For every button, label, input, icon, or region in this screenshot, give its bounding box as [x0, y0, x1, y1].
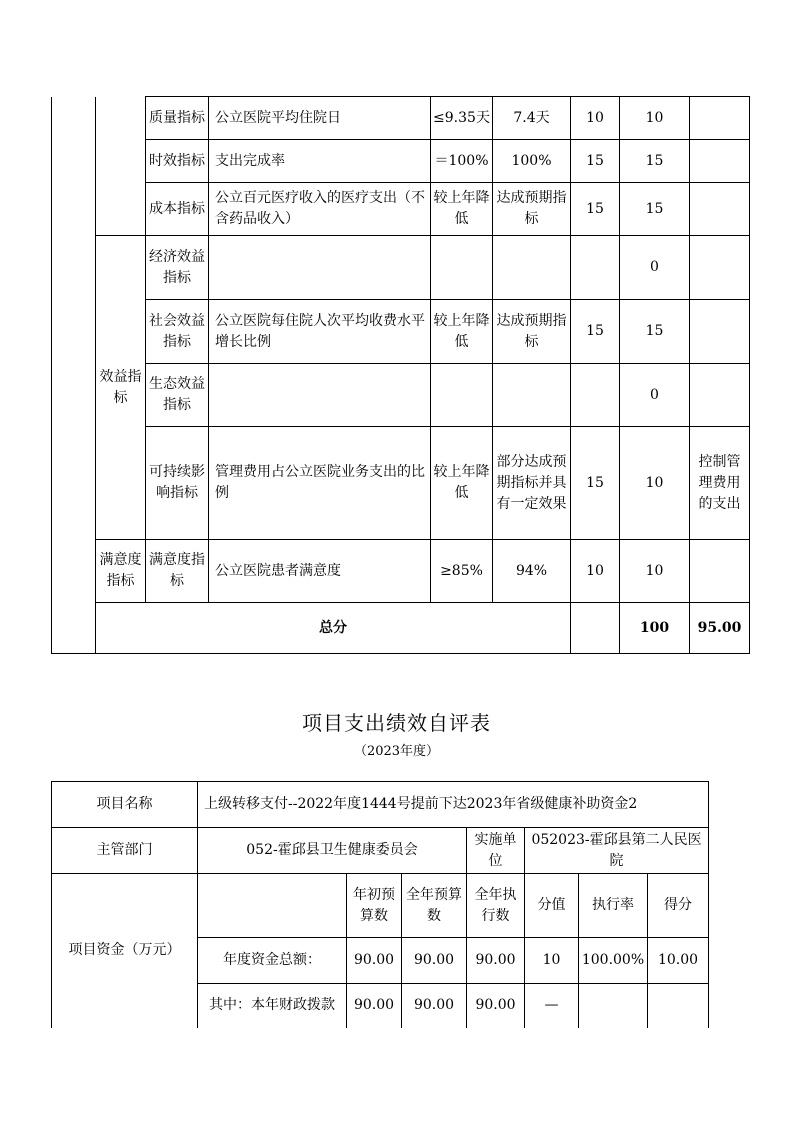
- page-title: 项目支出绩效自评表: [302, 711, 491, 735]
- total-full-exec: 90.00: [467, 938, 525, 984]
- fiscal-weight: —: [525, 984, 579, 1028]
- funds-label: 项目资金（万元）: [52, 874, 198, 1028]
- note-value: [690, 540, 750, 603]
- indicator-name: 支出完成率: [209, 140, 431, 183]
- total-weight: 100: [620, 603, 690, 654]
- table-row: [52, 874, 709, 938]
- table-row: [52, 828, 709, 874]
- score-value: 15: [620, 183, 690, 236]
- sub-indicator: 成本指标: [146, 183, 209, 236]
- target-value: [431, 364, 493, 427]
- total-row: [52, 603, 750, 654]
- target-value: ≤9.35天: [431, 97, 493, 140]
- sub-indicator: 生态效益指标: [146, 364, 209, 427]
- header-full-budget: 全年预算数: [402, 874, 467, 938]
- note-value: 控制管理费用的支出: [690, 427, 750, 540]
- target-value: ≥85%: [431, 540, 493, 603]
- sub-indicator: 时效指标: [146, 140, 209, 183]
- table-row: [52, 364, 750, 427]
- fiscal-full-exec: 90.00: [467, 984, 525, 1028]
- note-value: [690, 364, 750, 427]
- score-value: 10: [620, 97, 690, 140]
- table-row: [52, 183, 750, 236]
- indicator-name: 公立医院平均住院日: [209, 97, 431, 140]
- note-value: [690, 183, 750, 236]
- total-label: 总分: [96, 603, 571, 654]
- level1-cell: [52, 97, 96, 654]
- weight-value: 15: [571, 300, 620, 364]
- weight-value: 10: [571, 540, 620, 603]
- total-exec-rate: 100.00%: [579, 938, 648, 984]
- target-value: ＝100%: [431, 140, 493, 183]
- weight-value: 15: [571, 140, 620, 183]
- weight-value: [571, 364, 620, 427]
- header-weight: 分值: [525, 874, 579, 938]
- score-value: 15: [620, 140, 690, 183]
- indicator-name: 公立百元医疗收入的医疗支出（不含药品收入）: [209, 183, 431, 236]
- sub-indicator: 满意度指标: [146, 540, 209, 603]
- impl-value: 052023-霍邱县第二人民医院: [525, 828, 709, 874]
- fiscal-label: 其中：本年财政拨款: [198, 984, 347, 1028]
- table-row: [52, 97, 750, 140]
- impl-label: 实施单位: [467, 828, 525, 874]
- total-weight: 10: [525, 938, 579, 984]
- table-row: [52, 427, 750, 540]
- sub-indicator: 经济效益指标: [146, 236, 209, 300]
- fiscal-exec-rate: [579, 984, 648, 1028]
- table-row: [52, 236, 750, 300]
- actual-value: 100%: [493, 140, 571, 183]
- sub-indicator: 可持续影响指标: [146, 427, 209, 540]
- total-init-budget: 90.00: [347, 938, 402, 984]
- total-full-budget: 90.00: [402, 938, 467, 984]
- table-row: [52, 300, 750, 364]
- score-value: 0: [620, 236, 690, 300]
- project-name-label: 项目名称: [52, 782, 198, 828]
- table-row: [52, 140, 750, 183]
- actual-value: [493, 236, 571, 300]
- note-value: [690, 300, 750, 364]
- weight-value: 15: [571, 183, 620, 236]
- sub-indicator: 社会效益指标: [146, 300, 209, 364]
- indicator-name: [209, 364, 431, 427]
- indicator-name: 公立医院患者满意度: [209, 540, 431, 603]
- actual-value: [493, 364, 571, 427]
- note-value: [690, 140, 750, 183]
- dept-value: 052-霍邱县卫生健康委员会: [198, 828, 467, 874]
- actual-value: 达成预期指标: [493, 183, 571, 236]
- score-value: 15: [620, 300, 690, 364]
- project-self-eval-table: [51, 781, 709, 1028]
- weight-value: 10: [571, 97, 620, 140]
- total-funds-label: 年度资金总额：: [198, 938, 347, 984]
- header-full-exec: 全年执行数: [467, 874, 525, 938]
- header-exec-rate: 执行率: [579, 874, 648, 938]
- note-value: [690, 236, 750, 300]
- indicator-name: 管理费用占公立医院业务支出的比例: [209, 427, 431, 540]
- indicator-name: [209, 236, 431, 300]
- weight-value: 15: [571, 427, 620, 540]
- target-value: 较上年降低: [431, 183, 493, 236]
- target-value: [431, 236, 493, 300]
- target-value: 较上年降低: [431, 427, 493, 540]
- page-subtitle: （2023年度）: [353, 744, 440, 759]
- fiscal-init-budget: 90.00: [347, 984, 402, 1028]
- dept-label: 主管部门: [52, 828, 198, 874]
- score-value: 10: [620, 427, 690, 540]
- header-score: 得分: [648, 874, 709, 938]
- fiscal-score: [648, 984, 709, 1028]
- indicator-name: 公立医院每住院人次平均收费水平增长比例: [209, 300, 431, 364]
- level2-cell: [96, 97, 146, 236]
- header-init-budget: 年初预算数: [347, 874, 402, 938]
- table-row: [52, 782, 709, 828]
- weight-value: [571, 236, 620, 300]
- target-value: 较上年降低: [431, 300, 493, 364]
- actual-value: 达成预期指标: [493, 300, 571, 364]
- project-name-value: 上级转移支付--2022年度1444号提前下达2023年省级健康补助资金2: [198, 782, 709, 828]
- score-value: 0: [620, 364, 690, 427]
- header-blank: [198, 874, 347, 938]
- total-score: 95.00: [690, 603, 750, 654]
- note-value: [690, 97, 750, 140]
- total-empty: [571, 603, 620, 654]
- actual-value: 94%: [493, 540, 571, 603]
- fiscal-full-budget: 90.00: [402, 984, 467, 1028]
- category-benefit: 效益指标: [96, 236, 146, 540]
- score-value: 10: [620, 540, 690, 603]
- table-row: [52, 540, 750, 603]
- actual-value: 7.4天: [493, 97, 571, 140]
- total-score: 10.00: [648, 938, 709, 984]
- sub-indicator: 质量指标: [146, 97, 209, 140]
- performance-indicator-table: [51, 96, 750, 654]
- category-satisfaction: 满意度指标: [96, 540, 146, 603]
- actual-value: 部分达成预期指标并具有一定效果: [493, 427, 571, 540]
